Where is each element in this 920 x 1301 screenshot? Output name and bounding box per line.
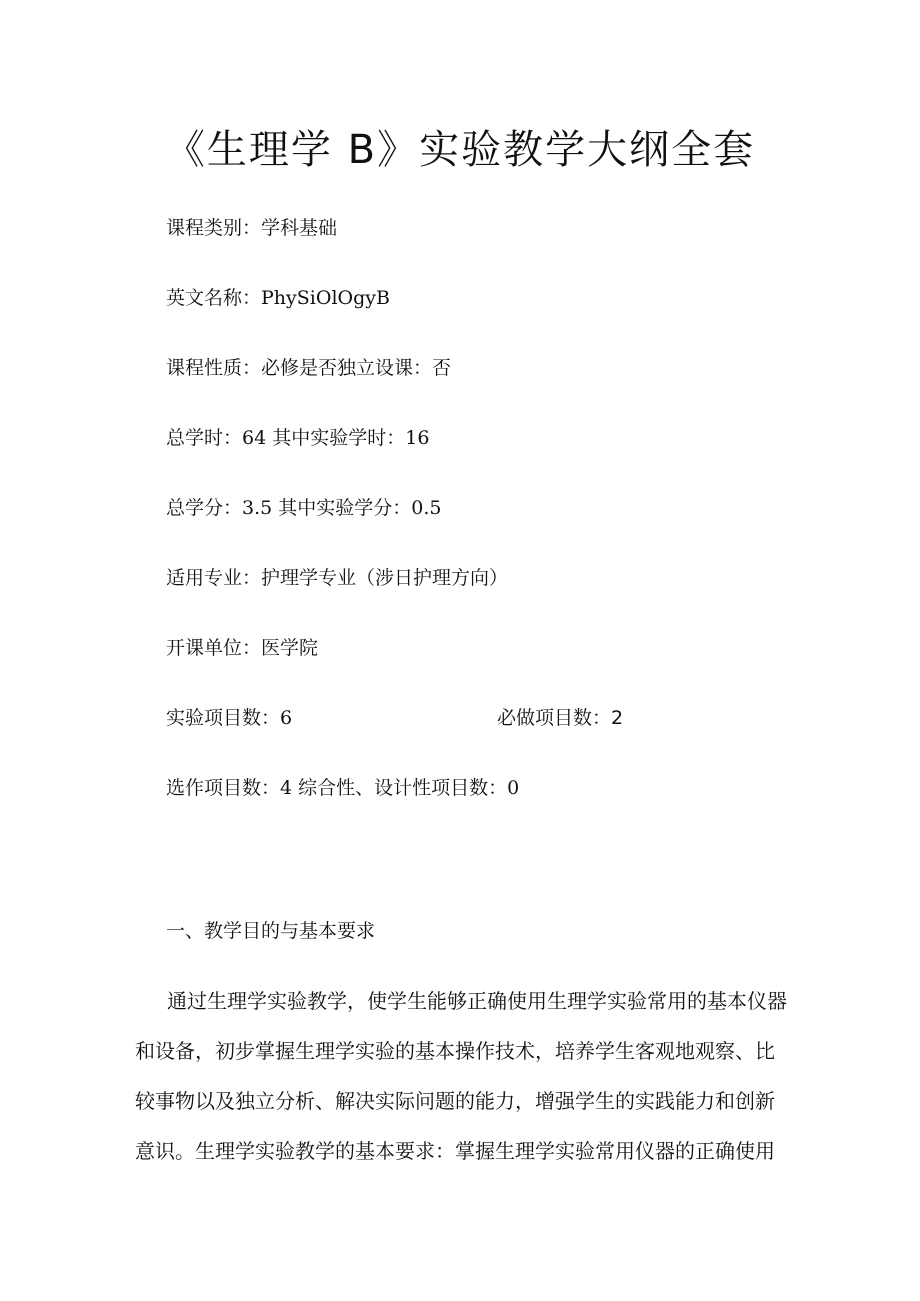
- required-items-value: 2: [611, 707, 624, 729]
- english-name-value: PhySiOlOgyB: [261, 287, 390, 309]
- course-category-label: 课程类别：: [166, 217, 262, 239]
- department-label: 开课单位：: [166, 637, 262, 659]
- paragraph-line: 较事物以及独立分析、解决实际问题的能力，增强学生的实践能力和创新: [135, 1089, 775, 1113]
- major-value: 护理学专业（涉日护理方向）: [261, 567, 509, 589]
- total-hours-value: 64: [242, 427, 267, 449]
- english-name-label: 英文名称：: [166, 287, 262, 309]
- english-name-line: [166, 284, 390, 312]
- department-value: 医学院: [261, 637, 319, 659]
- department-line: [166, 634, 318, 662]
- course-category-value: 学科基础: [261, 217, 338, 239]
- total-hours-label: 总学时：: [166, 427, 243, 449]
- credits-line: [166, 494, 442, 522]
- total-credits-value: 3.5: [242, 497, 273, 519]
- elective-items-value: 4: [280, 777, 293, 799]
- lab-hours-value: 16: [405, 427, 430, 449]
- lab-items-line: [166, 704, 292, 732]
- document-title: 《生理学 B》实验教学大纲全套: [164, 127, 756, 173]
- lab-credits-value: 0.5: [411, 497, 442, 519]
- lab-credits-label: 其中实验学分：: [278, 497, 412, 519]
- major-line: [166, 564, 508, 592]
- lab-hours-label: 其中实验学时：: [272, 427, 406, 449]
- course-nature-label: 课程性质：: [166, 357, 262, 379]
- paragraph-line: 通过生理学实验教学，使学生能够正确使用生理学实验常用的基本仪器: [167, 989, 787, 1013]
- major-label: 适用专业：: [166, 567, 262, 589]
- course-nature-value: 必修是否独立设课：否: [261, 357, 452, 379]
- hours-line: [166, 424, 429, 452]
- total-credits-label: 总学分：: [166, 497, 243, 519]
- paragraph-line: 意识。生理学实验教学的基本要求：掌握生理学实验常用仪器的正确使用: [135, 1139, 775, 1163]
- paragraph-line: 和设备，初步掌握生理学实验的基本操作技术，培养学生客观地观察、比: [135, 1039, 775, 1063]
- design-items-value: 0: [507, 777, 520, 799]
- required-items-line: [497, 704, 623, 732]
- course-category-line: [166, 214, 337, 242]
- section-heading: 一、教学目的与基本要求: [166, 920, 376, 942]
- course-nature-line: [166, 354, 451, 382]
- elective-items-line: [166, 774, 519, 802]
- elective-items-label: 选作项目数：: [166, 777, 281, 799]
- section-paragraph: [135, 976, 785, 1176]
- lab-items-value: 6: [280, 707, 293, 729]
- design-items-label: 综合性、设计性项目数：: [298, 777, 508, 799]
- lab-items-label: 实验项目数：: [166, 707, 281, 729]
- required-items-label: 必做项目数：: [497, 707, 612, 729]
